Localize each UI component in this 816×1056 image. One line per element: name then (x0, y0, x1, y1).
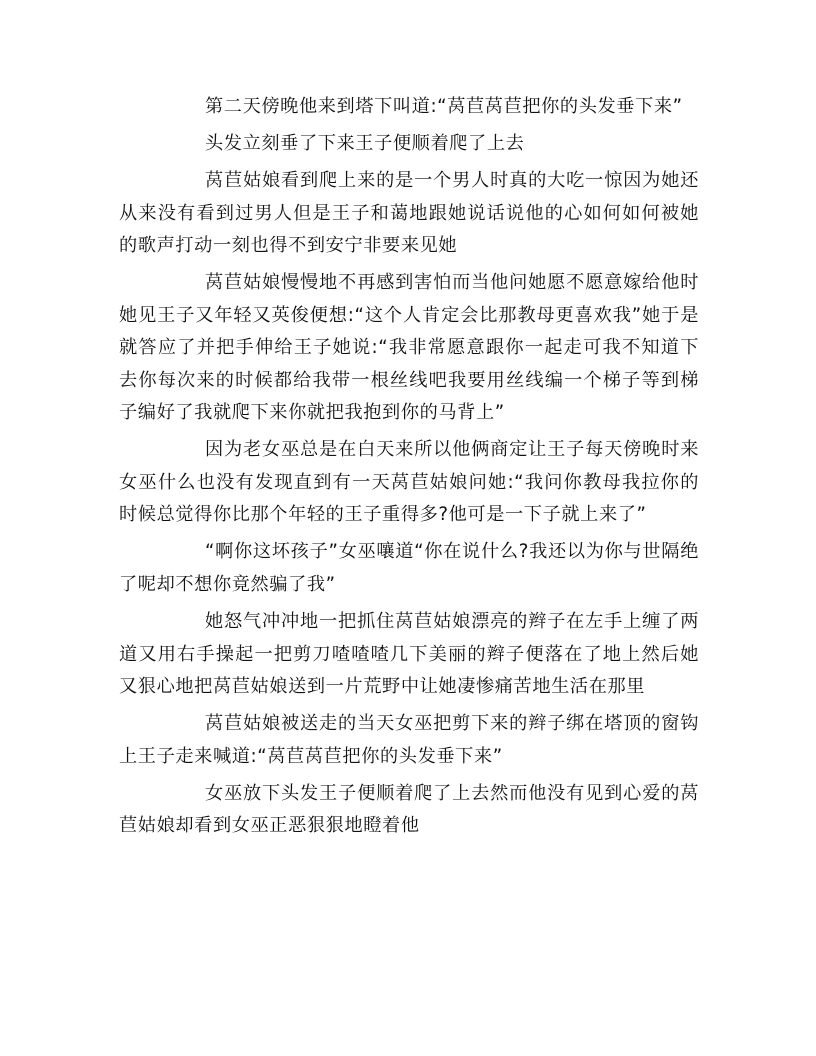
paragraph: “啊你这坏孩子”女巫嚷道“你在说什么?我还以为你与世隔绝了呢却不想你竟然骗了我” (119, 541, 699, 595)
paragraph: 她怒气冲冲地一把抓住莴苣姑娘漂亮的辫子在左手上缠了两道又用右手操起一把剪刀喳喳喳几下美丽的辫子便落在了地上然后她又狠心地把莴苣姑娘送到一片荒野中让她凄惨痛苦地生活在那里 (119, 611, 699, 698)
paragraph: 莴苣姑娘被送走的当天女巫把剪下来的辫子绑在塔顶的窗钩上王子走来喊道:“莴苣莴苣把你的头发垂下来” (119, 713, 699, 767)
story-text (119, 91, 699, 843)
paragraph: 女巫放下头发王子便顺着爬了上去然而他没有见到心爱的莴苣姑娘却看到女巫正恶狠狠地瞪着他 (119, 782, 699, 837)
paragraph: 第二天傍晚他来到塔下叫道:“莴苣莴苣把你的头发垂下来” (205, 96, 683, 117)
paragraph: 头发立刻垂了下来王子便顺着爬了上去 (205, 133, 525, 155)
paragraph: 莴苣姑娘慢慢地不再感到害怕而当他问她愿不愿意嫁给他时她见王子又年轻又英俊便想:“这个人肯定会比那教母更喜欢我”她于是就答应了并把手伸给王子她说:“我非常愿意跟你一起走可我不知道下去你每次来的时候都给我带一根丝线吧我要用丝线编一个梯子等到梯子编好了我就爬下来你就把我抱到你的马背上” (119, 272, 699, 424)
paragraph: 因为老女巫总是在白天来所以他俩商定让王子每天傍晚时来女巫什么也没有发现直到有一天莴苣姑娘问她:“我问你教母我拉你的时候总觉得你比那个年轻的王子重得多?他可是一下子就上来了” (119, 439, 699, 526)
paragraph: 莴苣姑娘看到爬上来的是一个男人时真的大吃一惊因为她还从来没有看到过男人但是王子和蔼地跟她说话说他的心如何如何被她的歌声打动一刻也得不到安宁非要来见她 (119, 170, 699, 257)
